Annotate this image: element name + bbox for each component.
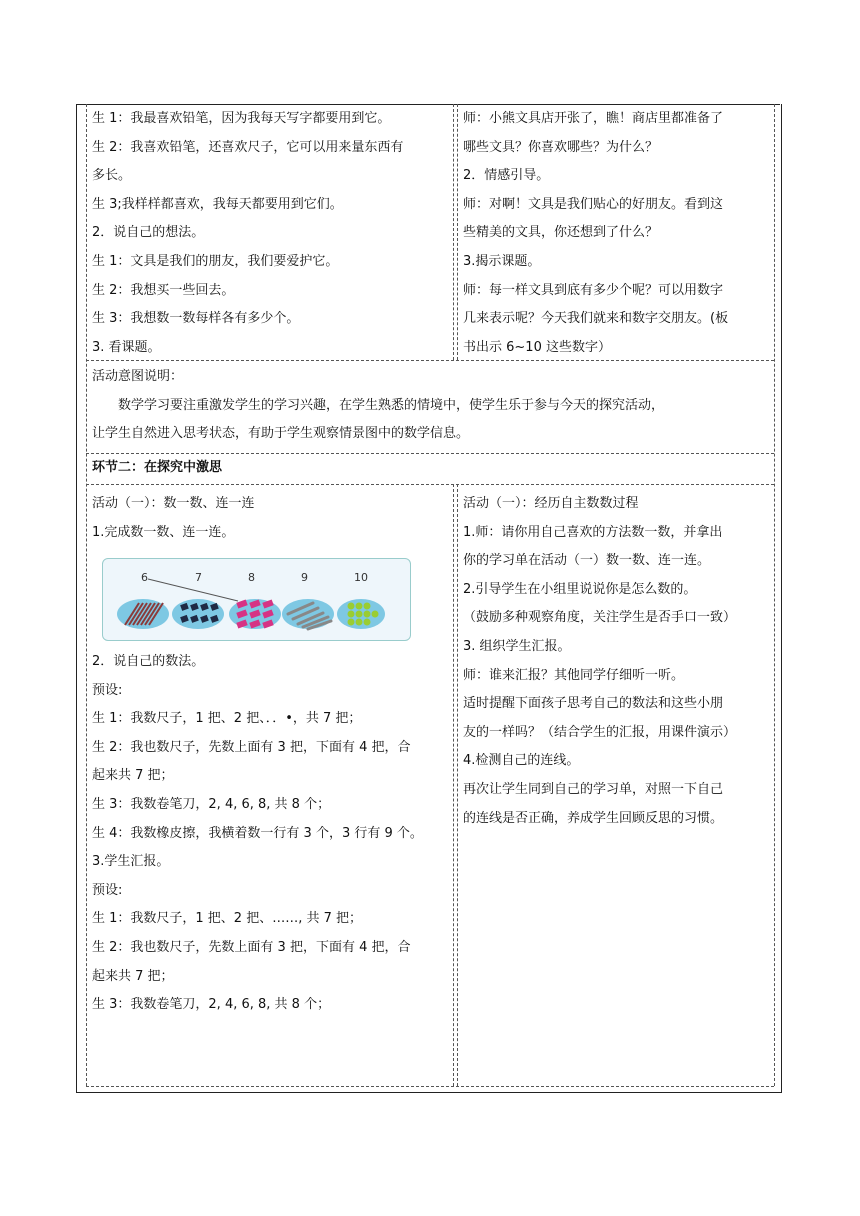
text-line: 生 1：我数尺子，1 把、2 把、……, 共 7 把； xyxy=(92,911,363,927)
column-divider-top-2 xyxy=(457,104,458,360)
intent-title: 活动意图说明： xyxy=(92,369,184,384)
number-label: 8 xyxy=(248,571,255,584)
text-line: 多长。 xyxy=(92,168,132,184)
text-line: 师：小熊文具店开张了，瞧！商店里都准备了 xyxy=(463,111,724,126)
row-divider xyxy=(86,484,774,485)
intent-text: 让学生自然进入思考状态，有助于学生观察情景图中的数学信息。 xyxy=(92,426,470,442)
text-line: 预设: xyxy=(92,882,123,898)
top-left-cell xyxy=(92,105,403,362)
text-line: 友的一样吗？（结合学生的汇报，用课件演示） xyxy=(463,724,737,740)
activity-right-cell xyxy=(463,490,736,833)
counting-illustration xyxy=(103,559,410,640)
text-line: 生 3：我数卷笔刀，2, 4, 6, 8, 共 8 个； xyxy=(92,796,331,812)
text-line: 生 1：文具是我们的朋友，我们要爱护它。 xyxy=(92,253,339,269)
text-line: 生 1：我数尺子，1 把、2 把、．．•，共 7 把； xyxy=(92,711,362,727)
text-line: 4.检测自己的连线。 xyxy=(463,753,580,769)
text-line: 预设: xyxy=(92,682,123,698)
text-line: 起来共 7 把； xyxy=(92,768,174,784)
connecting-line xyxy=(148,579,238,601)
text-line: 师：谁来汇报？其他同学仔细听一听。 xyxy=(463,667,685,683)
number-label: 6 xyxy=(141,571,148,584)
column-divider-bottom xyxy=(453,484,454,1086)
text-line: 3. 组织学生汇报。 xyxy=(463,638,571,654)
text-line: 生 1：我最喜欢铅笔，因为我每天写字都要用到它。 xyxy=(92,111,391,126)
text-line: 2．说自己的想法。 xyxy=(92,225,205,241)
section-title-text: 环节二：在探究中激思 xyxy=(92,460,223,475)
text-line: 哪些文具？你喜欢哪些？为什么？ xyxy=(463,139,659,155)
text-line: 生 3：我想数一数每样各有多少个。 xyxy=(92,311,300,327)
text-line: 生 3;我样样都喜欢，我每天都要用到它们。 xyxy=(92,196,343,212)
column-divider-bottom-2 xyxy=(457,484,458,1086)
table-inner-bottom-line xyxy=(86,1086,774,1087)
top-right-cell xyxy=(463,105,728,362)
text-line: 3.学生汇报。 xyxy=(92,854,170,870)
text-line: 师：对啊！文具是我们贴心的好朋友。看到这 xyxy=(463,196,724,212)
text-line: 师：每一样文具到底有多少个呢？可以用数字 xyxy=(463,282,724,298)
text-line: 生 2：我喜欢铅笔，还喜欢尺子，它可以用来量东西有 xyxy=(92,139,404,155)
text-line: 2．说自己的数法。 xyxy=(92,654,205,669)
text-line: 生 2：我也数尺子，先数上面有 3 把，下面有 4 把，合 xyxy=(92,739,411,755)
number-label: 9 xyxy=(301,571,308,584)
text-line: 你的学习单在活动（一）数一数、连一连。 xyxy=(463,553,711,569)
text-line: 生 2：我也数尺子，先数上面有 3 把，下面有 4 把，合 xyxy=(92,939,411,955)
text-line: 再次让学生同到自己的学习单，对照一下自己 xyxy=(463,781,724,797)
activity-left-body xyxy=(92,648,423,1020)
text-line: 活动（一）：经历自主数数过程 xyxy=(463,496,639,511)
text-line: 的连线是否正确，养成学生回顾反思的习惯。 xyxy=(463,810,724,826)
table-inner-right-line xyxy=(774,104,775,1086)
text-line: 2．情感引导。 xyxy=(463,168,550,184)
text-line: 1.完成数一数、连一连。 xyxy=(92,524,235,540)
text-line: 3. 看课题。 xyxy=(92,339,161,355)
text-line: 适时提醒下面孩子思考自己的数法和这些小朋 xyxy=(463,696,724,712)
column-divider-top xyxy=(453,104,454,360)
intent-text: 数学学习要注重激发学生的学习兴趣，在学生熟悉的情境中，使学生乐于参与今天的探究活动， xyxy=(118,397,665,413)
number-label: 10 xyxy=(354,571,368,584)
eraser-icons xyxy=(236,599,273,628)
table-inner-left-line xyxy=(86,104,87,1086)
text-line: 生 3：我数卷笔刀，2, 4, 6, 8, 共 8 个； xyxy=(92,997,331,1013)
text-line: 活动（一）：数一数、连一连 xyxy=(92,496,255,511)
number-label: 7 xyxy=(195,571,202,584)
text-line: 3.揭示课题。 xyxy=(463,253,541,269)
counting-figure xyxy=(102,558,411,641)
text-line: 生 4：我数橡皮擦，我横着数一行有 3 个，3 行有 9 个。 xyxy=(92,825,423,841)
text-line: 生 2：我想买一些回去。 xyxy=(92,282,235,298)
text-line: 些精美的文具，你还想到了什么？ xyxy=(463,225,659,241)
text-line: 2.引导学生在小组里说说你是怎么数的。 xyxy=(463,581,697,597)
text-line: 1.师：请你用自己喜欢的方法数一数，并拿出 xyxy=(463,524,723,540)
text-line: 起来共 7 把； xyxy=(92,968,174,984)
text-line: （鼓励多种观察角度，关注学生是否手口一致） xyxy=(463,610,737,626)
activity-intent-cell xyxy=(92,363,664,449)
section-title xyxy=(92,454,222,483)
text-line: 书出示 6~10 这些数字） xyxy=(463,339,611,355)
text-line: 几来表示呢？今天我们就来和数字交朋友。(板 xyxy=(463,311,729,327)
activity-left-header xyxy=(92,490,255,547)
